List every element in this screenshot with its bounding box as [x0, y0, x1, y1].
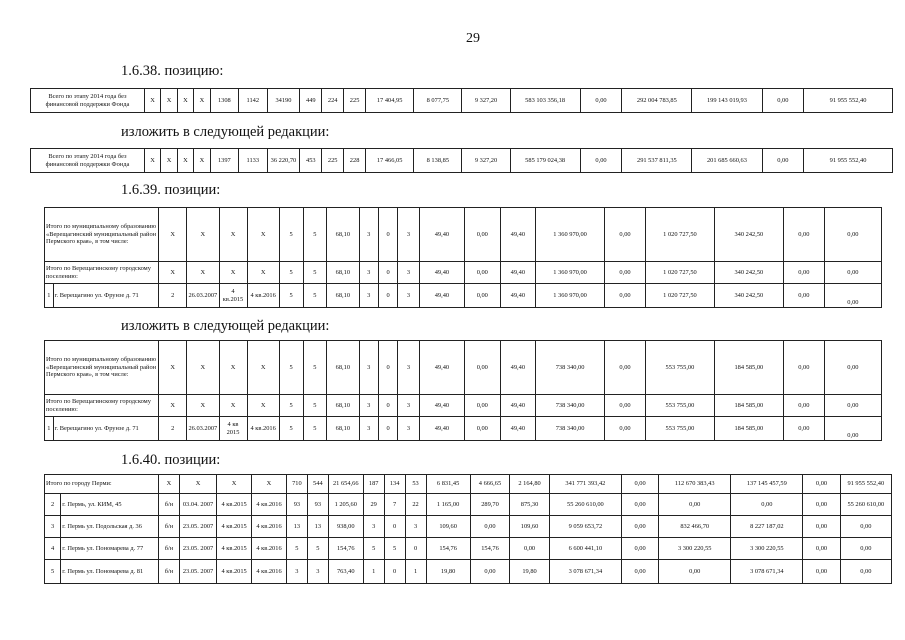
- table-cell: 4 кв.2015: [219, 284, 247, 308]
- table-cell: 4 кв.2016: [252, 560, 287, 584]
- table-cell: Х: [144, 89, 160, 113]
- table-cell: 0,00: [465, 262, 501, 284]
- table-cell: 5: [303, 208, 327, 262]
- table-cell: Итого по Верещагинскому городскому поселению:: [45, 395, 159, 417]
- table-cell: 49,40: [419, 284, 464, 308]
- replace-heading-1-6-39: изложить в следующей редакции:: [121, 318, 330, 334]
- table-cell: 68,10: [327, 262, 359, 284]
- table-cell: 5: [279, 208, 303, 262]
- table-cell: Х: [159, 341, 187, 395]
- table-cell: 22: [405, 494, 426, 516]
- table-cell: Итого по муниципальному образованию «Верещагинский муниципальный район Пермского края», в том числе:: [45, 208, 159, 262]
- table-cell: 0,00: [840, 538, 891, 560]
- table-row: [45, 208, 882, 262]
- table-cell: 1 360 970,00: [536, 284, 605, 308]
- table-cell: 4 кв.2015: [217, 560, 252, 584]
- table-cell: 1 020 727,50: [645, 208, 714, 262]
- table-cell: Х: [187, 395, 219, 417]
- table-cell: 292 004 783,85: [622, 89, 692, 113]
- table-cell: 0: [378, 341, 397, 395]
- table-cell: г. Пермь ул. Пономарева д. 77: [61, 538, 159, 560]
- table-cell: 0,00: [803, 538, 840, 560]
- table-cell: 0,00: [762, 149, 804, 173]
- table-cell: 0,00: [783, 341, 824, 395]
- table-cell: 0,00: [803, 475, 840, 494]
- table-cell: Х: [219, 208, 247, 262]
- table-cell: 1308: [210, 89, 238, 113]
- table-cell: 0,00: [840, 560, 891, 584]
- table-cell: 1133: [239, 149, 267, 173]
- table-cell: 49,40: [419, 208, 464, 262]
- table-cell: 8 077,75: [414, 89, 462, 113]
- table-1-6-38-new: [30, 148, 893, 173]
- table-cell: 453: [300, 149, 322, 173]
- table-1-6-40-current: [44, 474, 892, 584]
- table-cell: 21 654,66: [328, 475, 363, 494]
- table-cell: 0,00: [605, 417, 646, 441]
- table-cell: 3: [359, 395, 378, 417]
- table-cell: 19,80: [426, 560, 470, 584]
- table-cell: 4 кв.2016: [252, 494, 287, 516]
- table-cell: 49,40: [500, 208, 536, 262]
- section-heading-1-6-40: 1.6.40. позиции:: [121, 452, 221, 468]
- table-cell: Х: [159, 395, 187, 417]
- table-cell: Х: [247, 208, 279, 262]
- table-cell: 5: [303, 417, 327, 441]
- table-row: [45, 516, 892, 538]
- table-cell: б/н: [159, 494, 180, 516]
- table-cell: 832 466,70: [659, 516, 731, 538]
- table-row: [45, 262, 882, 284]
- table-row: [31, 149, 893, 173]
- table-cell: 0,00: [470, 560, 510, 584]
- table-cell: 340 242,50: [714, 262, 783, 284]
- table-cell: 0,00: [824, 262, 881, 284]
- table-cell: Итого по городу Перми:: [45, 475, 159, 494]
- table-cell: 583 103 356,18: [510, 89, 580, 113]
- table-cell: 109,60: [510, 516, 550, 538]
- replace-heading-1-6-38: изложить в следующей редакции:: [121, 124, 330, 140]
- table-cell: 0,00: [510, 538, 550, 560]
- table-cell: 225: [322, 149, 344, 173]
- table-cell: Х: [159, 208, 187, 262]
- table-cell: г. Пермь, ул. КИМ, 45: [61, 494, 159, 516]
- page-number: 29: [466, 31, 480, 46]
- table-cell: 134: [384, 475, 405, 494]
- table-cell: 53: [405, 475, 426, 494]
- table-cell: 0,00: [465, 395, 501, 417]
- table-cell: 553 755,00: [645, 417, 714, 441]
- table-cell: 5: [279, 284, 303, 308]
- table-cell: Х: [144, 149, 160, 173]
- table-cell: 34190: [267, 89, 300, 113]
- table-cell: 3 078 671,34: [549, 560, 621, 584]
- table-cell: 1 020 727,50: [645, 262, 714, 284]
- table-cell: 291 537 811,35: [622, 149, 692, 173]
- table-cell: 49,40: [419, 417, 464, 441]
- table-cell: Х: [159, 475, 180, 494]
- table-cell: 5: [45, 560, 61, 584]
- table-cell: 23.05. 2007: [179, 516, 216, 538]
- table-cell: 154,76: [328, 538, 363, 560]
- table-cell: 0,00: [824, 341, 881, 395]
- table-cell: Х: [217, 475, 252, 494]
- table-cell: 0,00: [621, 475, 658, 494]
- table-row: [45, 395, 882, 417]
- table-cell: 0,00: [659, 560, 731, 584]
- table-cell: 585 179 024,38: [510, 149, 580, 173]
- table-cell: 3: [307, 560, 328, 584]
- table-cell: Х: [247, 395, 279, 417]
- table-cell: 1142: [239, 89, 267, 113]
- table-cell: 875,30: [510, 494, 550, 516]
- table-cell: 55 260 610,00: [549, 494, 621, 516]
- table-cell: 112 670 383,43: [659, 475, 731, 494]
- table-cell: 3: [398, 208, 420, 262]
- table-cell: 7: [384, 494, 405, 516]
- table-cell: 26.03.2007: [187, 417, 219, 441]
- table-cell: 9 327,20: [462, 149, 510, 173]
- table-cell: 225: [344, 89, 366, 113]
- table-cell: 5: [286, 538, 307, 560]
- table-cell: 49,40: [500, 262, 536, 284]
- table-cell: 93: [307, 494, 328, 516]
- table-cell: 68,10: [327, 417, 359, 441]
- table-cell: 763,40: [328, 560, 363, 584]
- table-cell: 17 404,95: [366, 89, 414, 113]
- table-cell: 0,00: [840, 516, 891, 538]
- table-row: [45, 341, 882, 395]
- table-cell: 738 340,00: [536, 395, 605, 417]
- table-cell: 5: [279, 395, 303, 417]
- table-cell: 4 кв.2015: [217, 538, 252, 560]
- table-cell: Х: [161, 149, 177, 173]
- table-cell: 0: [378, 208, 397, 262]
- table-cell: 553 755,00: [645, 395, 714, 417]
- table-cell: 0,00: [621, 560, 658, 584]
- table-cell: 49,40: [500, 341, 536, 395]
- table-cell: 3: [359, 262, 378, 284]
- table-cell: 5: [279, 341, 303, 395]
- table-cell: Х: [194, 149, 210, 173]
- table-cell: 0,00: [659, 494, 731, 516]
- table-cell: 49,40: [500, 395, 536, 417]
- table-cell: 1 205,60: [328, 494, 363, 516]
- table-cell: 5: [303, 395, 327, 417]
- table-cell: 0,00: [465, 284, 501, 308]
- table-cell: 4 кв.2016: [247, 417, 279, 441]
- table-cell: 289,70: [470, 494, 510, 516]
- table-cell: 0: [405, 538, 426, 560]
- table-cell: 23.05. 2007: [179, 560, 216, 584]
- table-cell: Х: [187, 341, 219, 395]
- table-cell: 91 955 552,40: [804, 149, 893, 173]
- table-cell: Всего по этапу 2014 года без финансовой поддержки Фонда: [31, 149, 145, 173]
- table-cell: 4 кв.2015: [217, 516, 252, 538]
- table-cell: 1: [45, 417, 54, 441]
- table-cell: 340 242,50: [714, 208, 783, 262]
- table-cell: 0,00: [621, 494, 658, 516]
- table-cell: 224: [322, 89, 344, 113]
- table-cell: 49,40: [500, 284, 536, 308]
- table-cell: 184 585,00: [714, 341, 783, 395]
- table-cell: 3: [398, 395, 420, 417]
- table-cell: 341 771 393,42: [549, 475, 621, 494]
- table-row: [45, 284, 882, 308]
- table-row: [45, 538, 892, 560]
- table-cell: Х: [247, 341, 279, 395]
- table-cell: 36 220,70: [267, 149, 300, 173]
- table-cell: 91 955 552,40: [804, 89, 893, 113]
- table-cell: 4 кв.2015: [217, 494, 252, 516]
- table-cell: 6 831,45: [426, 475, 470, 494]
- table-cell: 0: [384, 516, 405, 538]
- table-cell: 0: [378, 284, 397, 308]
- table-cell: Х: [252, 475, 287, 494]
- table-cell: 9 327,20: [462, 89, 510, 113]
- table-cell: 154,76: [426, 538, 470, 560]
- table-cell: 109,60: [426, 516, 470, 538]
- table-cell: 0,00: [621, 516, 658, 538]
- table-cell: 13: [307, 516, 328, 538]
- table-cell: 91 955 552,40: [840, 475, 891, 494]
- table-cell: 3: [398, 341, 420, 395]
- table-cell: 8 227 187,02: [731, 516, 803, 538]
- table-cell: 3: [45, 516, 61, 538]
- table-cell: 0,00: [605, 208, 646, 262]
- table-cell: Х: [177, 89, 193, 113]
- table-cell: 0,00: [803, 494, 840, 516]
- table-cell: 3: [359, 341, 378, 395]
- table-cell: 93: [286, 494, 307, 516]
- table-cell: 26.03.2007: [187, 284, 219, 308]
- table-cell: 3: [286, 560, 307, 584]
- table-cell: Х: [247, 262, 279, 284]
- table-cell: 5: [303, 262, 327, 284]
- table-cell: Всего по этапу 2014 года без финансовой поддержки Фонда: [31, 89, 145, 113]
- table-cell: 49,40: [500, 417, 536, 441]
- table-cell: 29: [363, 494, 384, 516]
- table-cell: 5: [363, 538, 384, 560]
- table-cell: Итого по муниципальному образованию «Верещагинский муниципальный район Пермского края», в том числе:: [45, 341, 159, 395]
- table-cell: 3: [363, 516, 384, 538]
- table-cell: г. Пермь ул. Подольская д. 36: [61, 516, 159, 538]
- table-cell: 0,00: [824, 417, 881, 441]
- table-cell: 738 340,00: [536, 417, 605, 441]
- table-cell: 68,10: [327, 208, 359, 262]
- table-cell: 1: [363, 560, 384, 584]
- table-cell: 0,00: [783, 208, 824, 262]
- table-cell: 5: [384, 538, 405, 560]
- table-cell: 1: [405, 560, 426, 584]
- table-cell: 5: [279, 262, 303, 284]
- table-cell: 0,00: [783, 395, 824, 417]
- table-cell: 3: [398, 417, 420, 441]
- table-cell: 4 кв.2016: [247, 284, 279, 308]
- table-cell: г. Пермь ул. Пономарева д. 81: [61, 560, 159, 584]
- table-cell: 1 360 970,00: [536, 262, 605, 284]
- table-row: [45, 560, 892, 584]
- table-cell: 0: [384, 560, 405, 584]
- table-cell: 1 360 970,00: [536, 208, 605, 262]
- table-cell: 0,00: [824, 395, 881, 417]
- table-cell: 544: [307, 475, 328, 494]
- table-cell: 0,00: [621, 538, 658, 560]
- table-cell: 2: [45, 494, 61, 516]
- table-cell: 0,00: [605, 341, 646, 395]
- table-cell: 49,40: [419, 341, 464, 395]
- table-cell: 3 300 220,55: [731, 538, 803, 560]
- table-cell: 3: [398, 262, 420, 284]
- table-cell: 0,00: [605, 284, 646, 308]
- table-cell: 0,00: [465, 341, 501, 395]
- table-cell: Х: [179, 475, 216, 494]
- table-cell: 4 666,65: [470, 475, 510, 494]
- table-cell: 9 059 653,72: [549, 516, 621, 538]
- table-cell: 0,00: [465, 208, 501, 262]
- table-cell: 4 кв.2016: [252, 538, 287, 560]
- table-cell: 3 078 671,34: [731, 560, 803, 584]
- table-cell: 449: [300, 89, 322, 113]
- table-cell: 0,00: [803, 516, 840, 538]
- table-cell: 03.04. 2007: [179, 494, 216, 516]
- table-cell: 49,40: [419, 395, 464, 417]
- table-cell: 3 300 220,55: [659, 538, 731, 560]
- table-1-6-38-current: [30, 88, 893, 113]
- table-cell: 5: [303, 341, 327, 395]
- table-cell: 154,76: [470, 538, 510, 560]
- table-cell: 8 138,85: [414, 149, 462, 173]
- table-cell: 0: [378, 395, 397, 417]
- table-cell: 5: [279, 417, 303, 441]
- table-cell: 0,00: [783, 262, 824, 284]
- table-cell: 0,00: [783, 417, 824, 441]
- table-cell: 4: [45, 538, 61, 560]
- table-cell: г. Верещагино ул. Фрунзе д. 71: [53, 284, 159, 308]
- table-cell: Х: [219, 262, 247, 284]
- table-cell: 340 242,50: [714, 284, 783, 308]
- table-cell: 13: [286, 516, 307, 538]
- table-cell: Х: [219, 395, 247, 417]
- table-cell: 0,00: [731, 494, 803, 516]
- table-cell: 187: [363, 475, 384, 494]
- table-cell: 1: [45, 284, 54, 308]
- table-cell: 0,00: [783, 284, 824, 308]
- table-cell: 938,00: [328, 516, 363, 538]
- table-cell: Х: [187, 208, 219, 262]
- table-cell: 184 585,00: [714, 417, 783, 441]
- table-cell: 3: [359, 208, 378, 262]
- table-cell: Х: [177, 149, 193, 173]
- table-cell: 0,00: [470, 516, 510, 538]
- table-cell: 2: [159, 284, 187, 308]
- table-cell: б/н: [159, 538, 180, 560]
- table-cell: 6 600 441,10: [549, 538, 621, 560]
- table-cell: 1397: [210, 149, 238, 173]
- section-heading-1-6-39: 1.6.39. позиции:: [121, 182, 221, 198]
- table-1-6-39-current: [44, 207, 882, 308]
- table-row: [45, 494, 892, 516]
- table-cell: 5: [307, 538, 328, 560]
- table-cell: 68,10: [327, 395, 359, 417]
- table-cell: 49,40: [419, 262, 464, 284]
- table-cell: 738 340,00: [536, 341, 605, 395]
- table-cell: Х: [159, 262, 187, 284]
- table-cell: 1 165,00: [426, 494, 470, 516]
- table-cell: 0: [378, 262, 397, 284]
- table-cell: 0,00: [465, 417, 501, 441]
- table-cell: 199 143 019,93: [692, 89, 762, 113]
- table-row: [31, 89, 893, 113]
- table-cell: 3: [405, 516, 426, 538]
- table-cell: 0,00: [580, 149, 622, 173]
- table-cell: 55 260 610,00: [840, 494, 891, 516]
- table-cell: 137 145 457,59: [731, 475, 803, 494]
- table-cell: 68,10: [327, 341, 359, 395]
- table-cell: 0,00: [824, 208, 881, 262]
- section-heading-1-6-38: 1.6.38. позицию:: [121, 63, 224, 79]
- table-cell: 710: [286, 475, 307, 494]
- table-cell: 0,00: [605, 395, 646, 417]
- table-cell: 3: [359, 284, 378, 308]
- table-cell: 4 кв.2016: [252, 516, 287, 538]
- table-cell: 3: [359, 417, 378, 441]
- table-cell: 4 кв 2015: [219, 417, 247, 441]
- table-cell: 0,00: [803, 560, 840, 584]
- table-cell: 0: [378, 417, 397, 441]
- table-cell: Х: [161, 89, 177, 113]
- table-row: [45, 417, 882, 441]
- table-cell: 2 164,80: [510, 475, 550, 494]
- table-cell: 1 020 727,50: [645, 284, 714, 308]
- table-row: [45, 475, 892, 494]
- table-cell: 0,00: [605, 262, 646, 284]
- table-cell: 2: [159, 417, 187, 441]
- table-cell: 201 685 660,63: [692, 149, 762, 173]
- table-cell: б/н: [159, 560, 180, 584]
- table-cell: б/н: [159, 516, 180, 538]
- table-cell: 228: [344, 149, 366, 173]
- table-1-6-39-new: [44, 340, 882, 441]
- table-cell: 0,00: [762, 89, 804, 113]
- table-cell: 0,00: [824, 284, 881, 308]
- table-cell: 553 755,00: [645, 341, 714, 395]
- table-cell: 23.05. 2007: [179, 538, 216, 560]
- table-cell: 5: [303, 284, 327, 308]
- table-cell: Итого по Верещагинскому городскому поселению:: [45, 262, 159, 284]
- table-cell: 68,10: [327, 284, 359, 308]
- table-cell: 3: [398, 284, 420, 308]
- table-cell: Х: [194, 89, 210, 113]
- table-cell: 184 585,00: [714, 395, 783, 417]
- table-cell: Х: [219, 341, 247, 395]
- table-cell: г. Верещагино ул. Фрунзе д. 71: [53, 417, 159, 441]
- table-cell: 19,80: [510, 560, 550, 584]
- table-cell: 17 466,05: [366, 149, 414, 173]
- table-cell: Х: [187, 262, 219, 284]
- table-cell: 0,00: [580, 89, 622, 113]
